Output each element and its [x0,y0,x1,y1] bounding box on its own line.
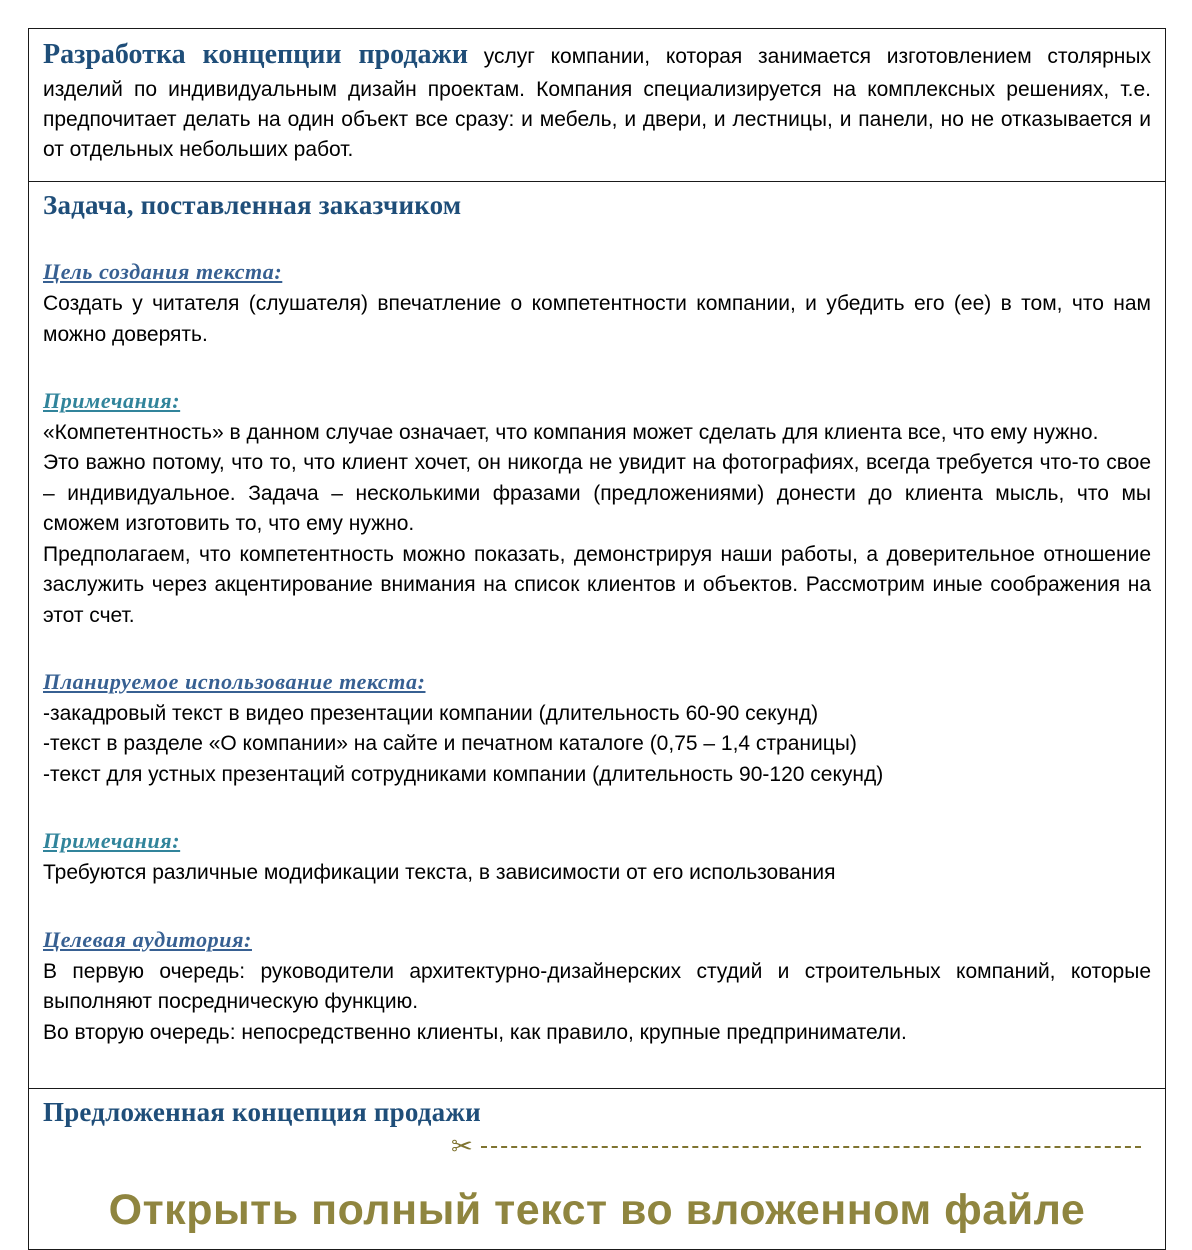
task-section-heading: Задача, поставленная заказчиком [43,190,462,221]
notes-block-2 [43,828,1151,888]
usage-block [43,669,1151,790]
audience-paragraph: Во вторую очередь: непосредственно клиенты, как правило, крупные предприниматели. [43,1020,907,1044]
intro-section [29,29,1165,181]
intro-text: услуг компании, которая занимается изготовлением столярных изделий по индивидуальным дизайн проектам. Компания специализируется на комплексных решениях, т.е. предпочитает делать на один объект все сразу: и мебель, и двери, и лестницы, и панели, но не отказывается и от отдельных небольших работ. [43,45,1152,162]
document-title: Разработка концепции продажи [43,39,468,70]
scissors-icon: ✂ [451,1131,473,1162]
concept-section-heading: Предложенная концепция продажи [43,1097,481,1128]
concept-section [29,1088,1165,1235]
audience-block [43,927,1151,1048]
audience-label: Целевая аудитория: [43,926,252,952]
goal-label: Цель создания текста: [43,259,283,285]
notes-2-paragraph: Требуются различные модификации текста, в зависимости от его использования [43,861,836,885]
dashed-cut-rule [481,1146,1141,1148]
notes-1-label: Примечания: [43,387,181,413]
cut-here-line [451,1131,1141,1162]
goal-paragraph: Создать у читателя (слушателя) впечатление о компетентности компании, и убедить его (ее) в том, что нам можно доверять. [43,292,1151,346]
goal-block [43,259,1151,350]
open-attachment-text: Открыть полный текст во вложенном файле [108,1186,1086,1235]
intro-paragraph [43,35,1151,165]
usage-item: -текст в разделе «О компании» на сайте и печатном каталоге (0,75 – 1,4 страницы) [43,732,857,756]
document-page [28,28,1166,1250]
notes-2-label: Примечания: [43,828,181,854]
notes-1-paragraph: Это важно потому, что то, что клиент хочет, он никогда не увидит на фотографиях, всегда требуется что-то свое – индивидуальное. Задача – несколькими фразами (предложениями) донести до клиента мысль, что мы сможем изготовить то, что ему нужно. [43,451,1151,536]
notes-1-paragraph: Предполагаем, что компетентность можно показать, демонстрируя наши работы, а доверительное отношение заслужить через акцентирование внимания на список клиентов и объектов. Рассмотрим иные соображения на этот счет. [43,542,1151,627]
notes-1-paragraph: «Компетентность» в данном случае означает, что компания может сделать для клиента все, что ему нужно. [43,420,1099,444]
usage-item: -закадровый текст в видео презентации компании (длительность 60-90 секунд) [43,702,819,726]
audience-paragraph: В первую очередь: руководители архитектурно-дизайнерских студий и строительных компаний, которые выполняют посредническую функцию. [43,959,1151,1014]
usage-item: -текст для устных презентаций сотрудниками компании (длительность 90-120 секунд) [43,762,884,786]
task-section [29,181,1165,1088]
notes-block-1 [43,388,1151,631]
usage-label: Планируемое использование текста: [43,669,426,695]
